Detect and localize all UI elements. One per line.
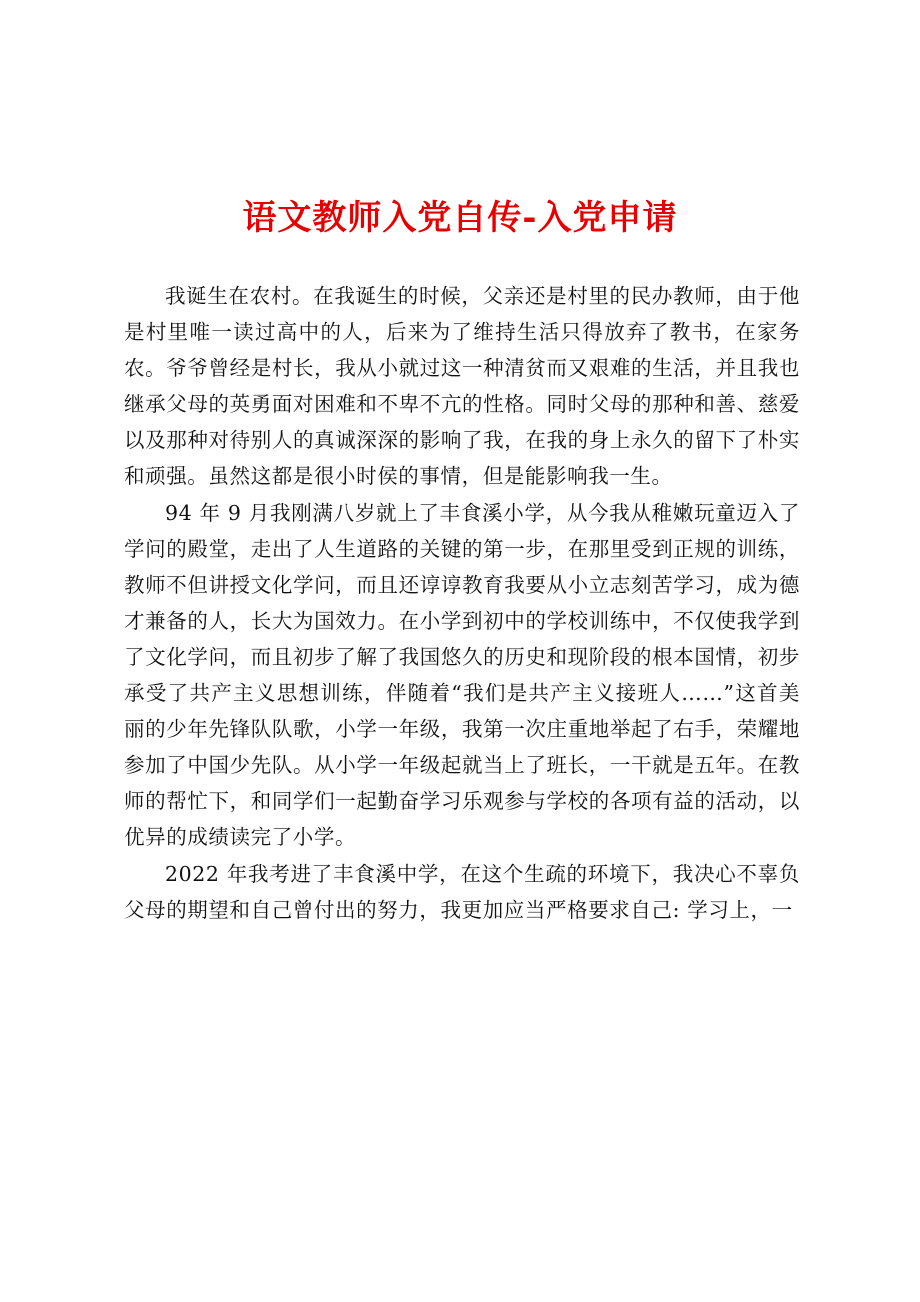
document-body xyxy=(124,278,800,928)
paragraph-primary-school: 94 年 9 月我刚满八岁就上了丰食溪小学，从今我从稚嫩玩童迈入了学问的殿堂，走出了人生道路的关键的第一步，在那里受到正规的训练，教师不但讲授文化学问，而且还谆谆教育我要从小立志刻苦学习，成为德才兼备的人，长大为国效力。在小学到初中的学校训练中，不仅使我学到了文化学问，而且初步了解了我国悠久的历史和现阶段的根本国情，初步承受了共产主义思想训练，伴随着“我们是共产主义接班人……”这首美丽的少年先锋队队歌，小学一年级，我第一次庄重地举起了右手，荣耀地参加了中国少先队。从小学一年级起就当上了班长，一干就是五年。在教师的帮忙下，和同学们一起勤奋学习乐观参与学校的各项有益的活动，以优异的成绩读完了小学。 xyxy=(124,500,800,850)
paragraph-middle-school: 2022 年我考进了丰食溪中学，在这个生疏的环境下，我决心不辜负父母的期望和自己曾付出的努力，我更加应当严格要求自己: 学习上，一 xyxy=(124,861,800,922)
document-title: 语文教师入党自传-入党申请 xyxy=(242,198,678,238)
paragraph-childhood: 我诞生在农村。在我诞生的时候，父亲还是村里的民办教师，由于他是村里唯一读过高中的人，后来为了维持生活只得放弃了教书，在家务农。爷爷曾经是村长，我从小就过这一种清贫而又艰难的生活，并且我也继承父母的英勇面对困难和不卑不亢的性格。同时父母的那种和善、慈爱以及那种对待别人的真诚深深的影响了我，在我的身上永久的留下了朴实和顽强。虽然这都是很小时侯的事情，但是能影响我一生。 xyxy=(124,284,800,489)
